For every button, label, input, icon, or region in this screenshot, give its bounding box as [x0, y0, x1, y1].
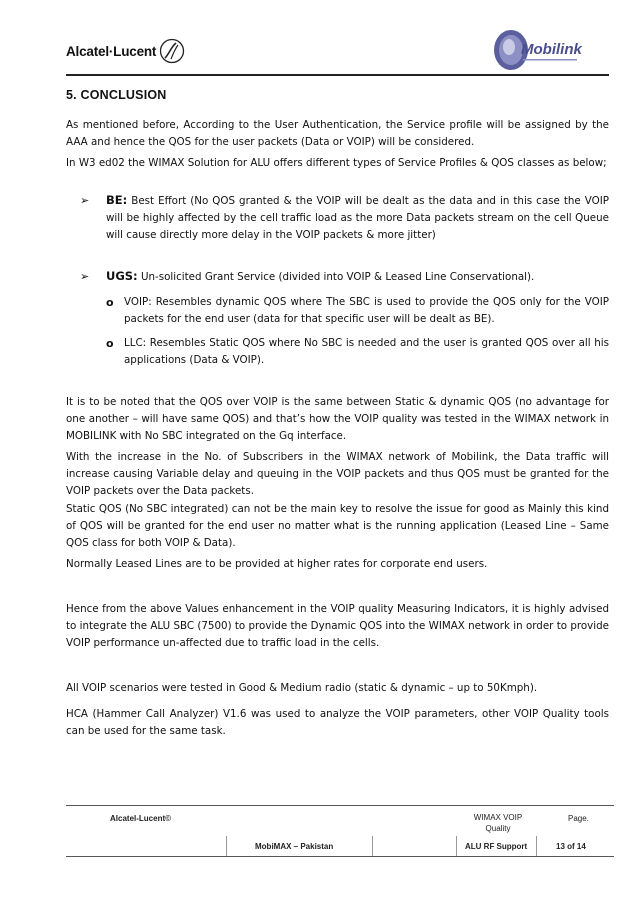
paragraph-6: Normally Leased Lines are to be provided at higher rates for corporate end users. [66, 558, 488, 570]
paragraph-2: In W3 ed02 the WIMAX Solution for ALU offers different types of Service Profiles & QOS classes as below; [66, 157, 607, 169]
paragraph-9: HCA (Hammer Call Analyzer) V1.6 was used to analyze the VOIP parameters, other VOIP Quality tools can be used for the same task. [66, 708, 609, 738]
footer-doc-title: WIMAX VOIP Quality [473, 813, 523, 833]
alcatel-lucent-logo-text: Alcatel·Lucent [66, 43, 157, 59]
paragraph-1: As mentioned before, According to the User Authentication, the Service profile will be assigned by the AAA and hence the QOS for the user packets (Data or VOIP) will be considered. [66, 119, 609, 149]
bullet-be-text [106, 192, 609, 245]
arrow-bullet-icon: ➢ [80, 194, 90, 207]
section-title: 5. CONCLUSION [66, 88, 167, 102]
arrow-bullet-icon: ➢ [80, 270, 90, 283]
footer-separator [456, 836, 457, 856]
bullet-ugs-term: UGS: [106, 269, 138, 283]
footer-company: Alcatel-Lucent© [110, 814, 172, 823]
bullet-be-description: Best Effort (No QOS granted & the VOIP will be dealt as the data and in this case the VOIP will be highly affected by the cell traffic load as the more Data packets stream on the cell Queue will cause directly more delay in the VOIP packets & more jitter) [106, 195, 609, 242]
sub-bullet-llc [106, 335, 609, 369]
circle-bullet-icon: o [106, 296, 114, 309]
mobilink-logo [491, 26, 609, 74]
sub-bullet-voip-text: VOIP: Resembles dynamic QOS where The SBC is used to provide the QOS only for the VOIP packets for the end user (data for that specific user will be dealt as BE). [124, 296, 609, 326]
header-divider [66, 74, 609, 76]
bullet-be [80, 192, 609, 245]
mobilink-logo-text: Mobilink [521, 41, 582, 58]
alcatel-lucent-logo [66, 38, 185, 64]
footer-project: MobiMAX – Pakistan [255, 842, 334, 851]
footer-separator [372, 836, 373, 856]
paragraph-5: Static QOS (No SBC integrated) can not be the main key to resolve the issue for good as Mainly this kind of QOS will be granted for the end user no matter what is the running application (Leased Line – Same QOS class for both VOIP & Data). [66, 503, 609, 550]
paragraph-7: Hence from the above Values enhancement in the VOIP quality Measuring Indicators, it is highly advised to integrate the ALU SBC (7500) to provide the Dynamic QOS into the WIMAX network in order to provide VOIP performance un-affected due to traffic load in the cells. [66, 603, 609, 650]
footer-separator [226, 836, 227, 856]
footer-top-rule [66, 805, 614, 806]
footer-page-label: Page. [568, 814, 589, 823]
footer-team: ALU RF Support [465, 842, 528, 851]
paragraph-8: All VOIP scenarios were tested in Good & Medium radio (static & dynamic – up to 50Kmph). [66, 682, 538, 694]
bullet-be-term: BE: [106, 193, 128, 207]
bullet-ugs-text [106, 268, 609, 286]
paragraph-3: It is to be noted that the QOS over VOIP is the same between Static & dynamic QOS (no advantage for one another – will have same QOS) and that’s how the VOIP quality was tested in the WIMAX network in MOBILINK with No SBC integrated on the Gq interface. [66, 396, 609, 443]
alcatel-lucent-mark-icon [159, 38, 185, 64]
sub-bullet-voip [106, 294, 609, 328]
footer-bottom-rule [66, 856, 614, 857]
footer-separator [536, 836, 537, 856]
circle-bullet-icon: o [106, 337, 114, 350]
footer-page-number: 13 of 14 [556, 842, 586, 851]
bullet-ugs [80, 268, 609, 286]
page-header [66, 26, 609, 74]
bullet-ugs-description: Un-solicited Grant Service (divided into VOIP & Leased Line Conservational). [137, 271, 535, 283]
sub-bullet-llc-text: LLC: Resembles Static QOS where No SBC is needed and the user is granted QOS over all his applications (Data & VOIP). [124, 337, 609, 367]
paragraph-4: With the increase in the No. of Subscribers in the WIMAX network of Mobilink, the Data traffic will increase causing Variable delay and queuing in the VOIP packets and thus QOS must be granted for the VOIP packets over the Data packets. [66, 451, 609, 498]
